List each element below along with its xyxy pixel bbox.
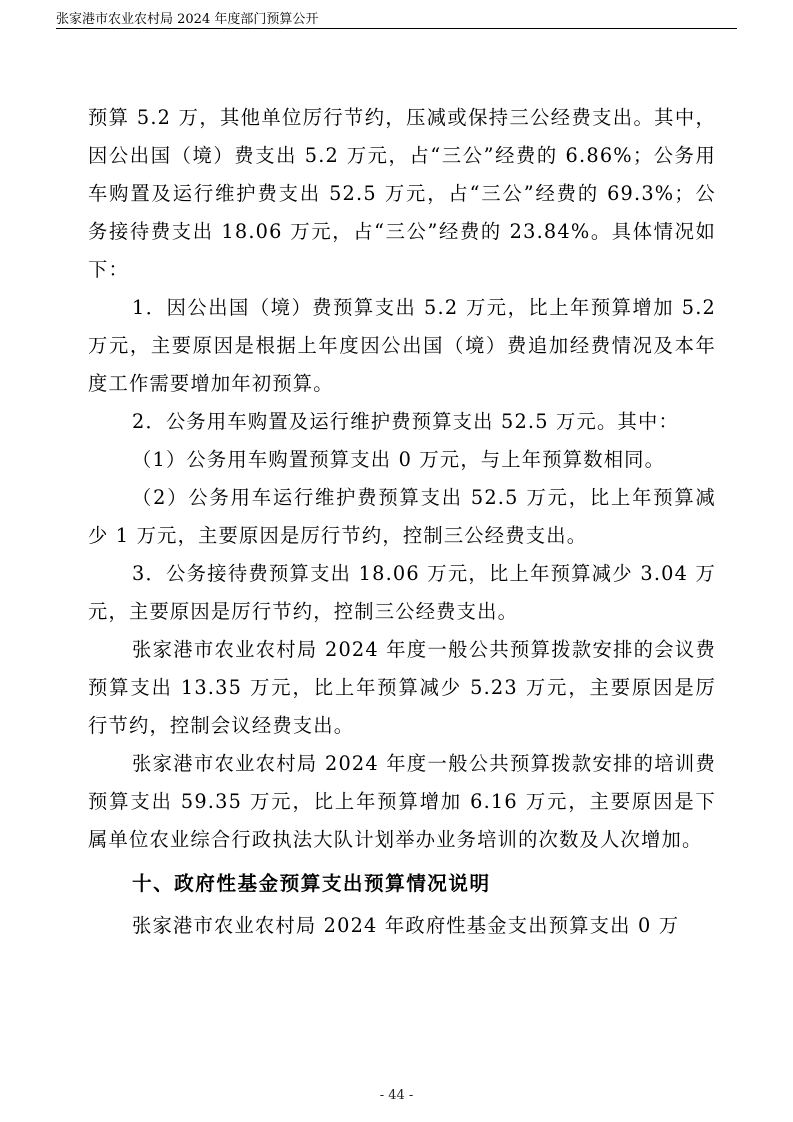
paragraph-vehicle-maintenance: （2）公务用车运行维护费预算支出 52.5 万元，比上年预算减少 1 万元，主要原因是厉行节约，控制三公经费支出。 — [88, 486, 716, 547]
document-body — [88, 99, 716, 945]
paragraph-official-reception: 3．公务接待费预算支出 18.06 万元，比上年预算减少 3.04 万元，主要原因是厉行节约，控制三公经费支出。 — [88, 562, 716, 623]
paragraph-three-public-expenses: 预算 5.2 万，其他单位厉行节约，压减或保持三公经费支出。其中，因公出国（境）费支出 5.2 万元，占“三公”经费的 6.86%；公务用车购置及运行维护费支出 52.5 万元，占“三公”经费的 69.3%；公务接待费支出 18.06 万元，占“三公”经费的 23.84%。具体情况如下： — [88, 106, 716, 281]
paragraph-vehicle-purchase: （1）公务用车购置预算支出 0 万元，与上年预算数相同。 — [132, 448, 666, 471]
paragraph-training-expenses: 张家港市农业农村局 2024 年度一般公共预算拨款安排的培训费预算支出 59.35 万元，比上年预算增加 6.16 万元，主要原因是下属单位农业综合行政执法大队计划举办业务培训的次数及人次增加。 — [88, 752, 716, 851]
section-heading: 十、政府性基金预算支出预算情况说明 — [132, 872, 491, 895]
paragraph-government-fund: 张家港市农业农村局 2024 年政府性基金支出预算支出 0 万 — [132, 914, 680, 937]
header-divider — [56, 28, 737, 29]
paragraph-meeting-expenses: 张家港市农业农村局 2024 年度一般公共预算拨款安排的会议费预算支出 13.35 万元，比上年预算减少 5.23 万元，主要原因是厉行节约，控制会议经费支出。 — [88, 638, 716, 737]
page-header-title: 张家港市农业农村局 2024 年度部门预算公开 — [56, 12, 319, 27]
page-number: - 44 - — [379, 1088, 414, 1103]
paragraph-official-vehicles: 2．公务用车购置及运行维护费预算支出 52.5 万元。其中： — [132, 410, 679, 433]
paragraph-overseas-travel: 1．因公出国（境）费预算支出 5.2 万元，比上年预算增加 5.2 万元，主要原因是根据上年度因公出国（境）费追加经费情况及本年度工作需要增加年初预算。 — [88, 296, 716, 395]
